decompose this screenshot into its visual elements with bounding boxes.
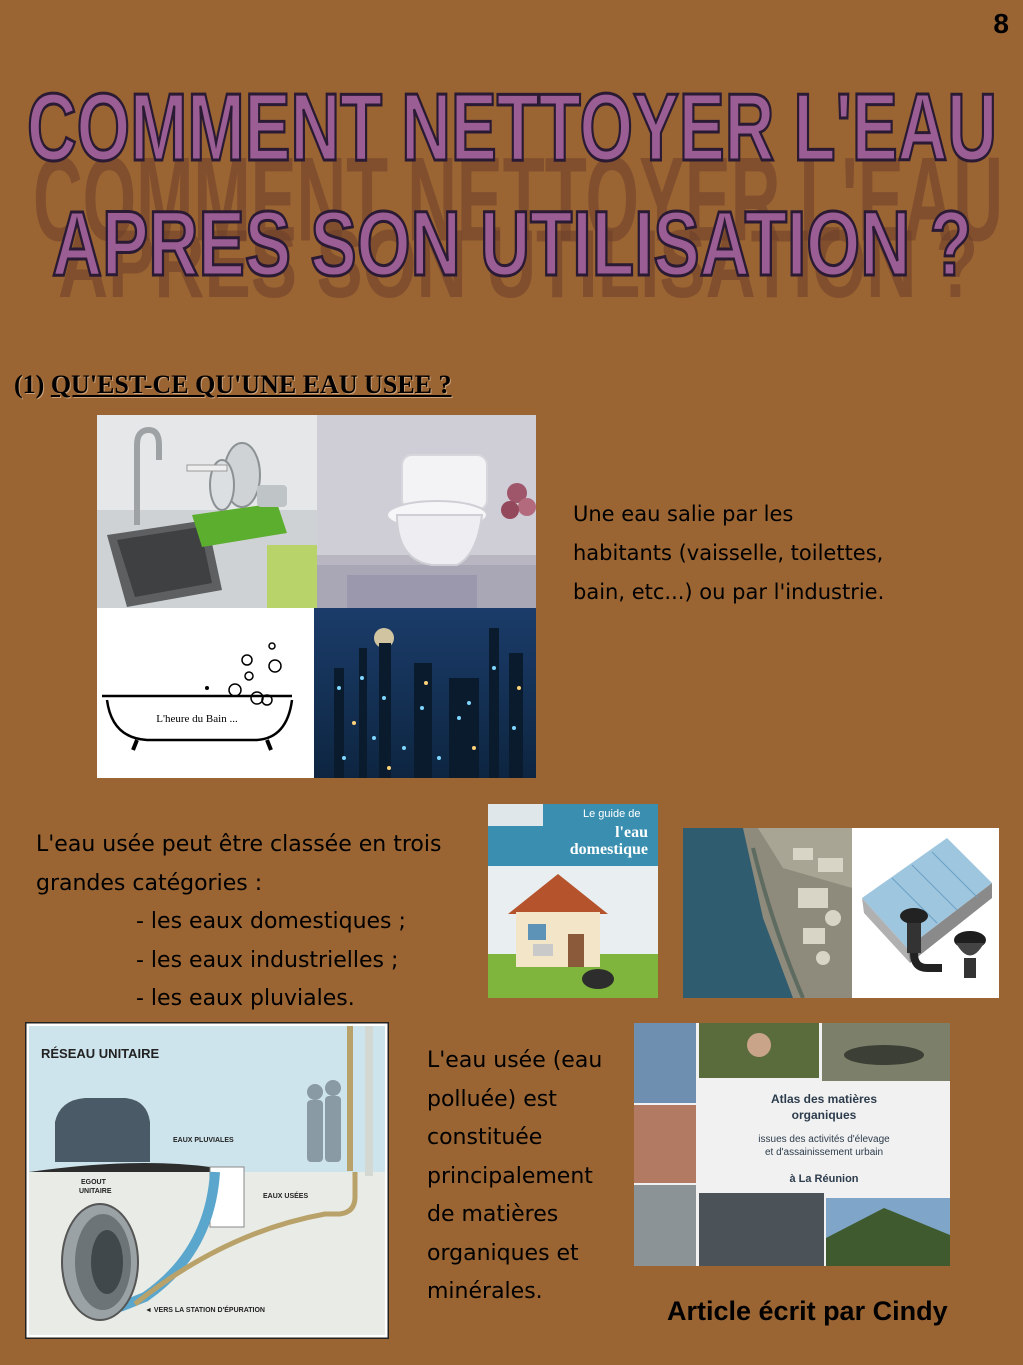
paragraph-categories (36, 826, 476, 1019)
sink-photo (97, 415, 317, 608)
label-eaux-usees: EAUX USÉES (263, 1193, 309, 1200)
category-item: - les eaux industrielles ; (136, 947, 399, 973)
bath-caption: L'heure du Bain ... (156, 713, 238, 725)
categories-intro: L'eau usée peut être classée en trois grandes catégories : (36, 832, 442, 896)
book1-title1: l'eau (615, 824, 648, 841)
section-heading (14, 370, 452, 400)
diagram-title: RÉSEAU UNITAIRE (41, 1046, 160, 1061)
paragraph-composition: L'eau usée (eau polluée) est constituée principalement de matières organiques et minérales. (427, 1048, 603, 1304)
paragraph-wastewater-definition: Une eau salie par les habitants (vaisselle, toilettes, bain, etc...) ou par l'industrie. (573, 502, 885, 604)
title-line2-shadow: APRES SON UTILISATION ? (58, 210, 979, 318)
book2-sub2: et d'assainissement urbain (764, 1147, 884, 1158)
section-title: QU'EST-CE QU'UNE EAU USEE ? (50, 370, 452, 399)
book2-title2: organiques (791, 1108, 857, 1122)
book2-place: à La Réunion (789, 1173, 859, 1185)
title-line1: COMMENT NETTOYER L'EAU (27, 74, 997, 181)
refinery-photo (314, 608, 536, 778)
category-item: - les eaux pluviales. (136, 986, 355, 1011)
title-line1-shadow: COMMENT NETTOYER L'EAU (33, 133, 1004, 268)
roof-drain-illustration (852, 828, 999, 998)
treatment-plant-aerial-photo (683, 828, 852, 998)
label-egout-2: UNITAIRE (79, 1188, 112, 1195)
book2-sub1: issues des activités d'élevage (758, 1134, 890, 1145)
page-number: 8 (993, 8, 1009, 39)
category-item: - les eaux domestiques ; (136, 909, 406, 934)
section-number: (1) (14, 370, 45, 399)
book1-title2: domestique (569, 841, 648, 858)
title-line2: APRES SON UTILISATION ? (52, 193, 972, 295)
label-station: ◄ VERS LA STATION D'ÉPURATION (145, 1307, 265, 1314)
bath-drawing (97, 608, 314, 778)
book2-title1: Atlas des matières (770, 1092, 878, 1106)
book-cover-atlas-matieres-organiques (634, 1023, 950, 1266)
book1-top: Le guide de (583, 808, 641, 820)
label-egout-1: EGOUT (81, 1179, 106, 1186)
combined-sewer-diagram (25, 1022, 389, 1339)
label-eaux-pluviales: EAUX PLUVIALES (173, 1137, 234, 1144)
title-svg (0, 0, 1023, 330)
toilet-photo (317, 415, 536, 608)
article-author: Article écrit par Cindy (667, 1296, 948, 1326)
book-cover-eau-domestique (488, 804, 658, 998)
page-title (0, 0, 1023, 330)
